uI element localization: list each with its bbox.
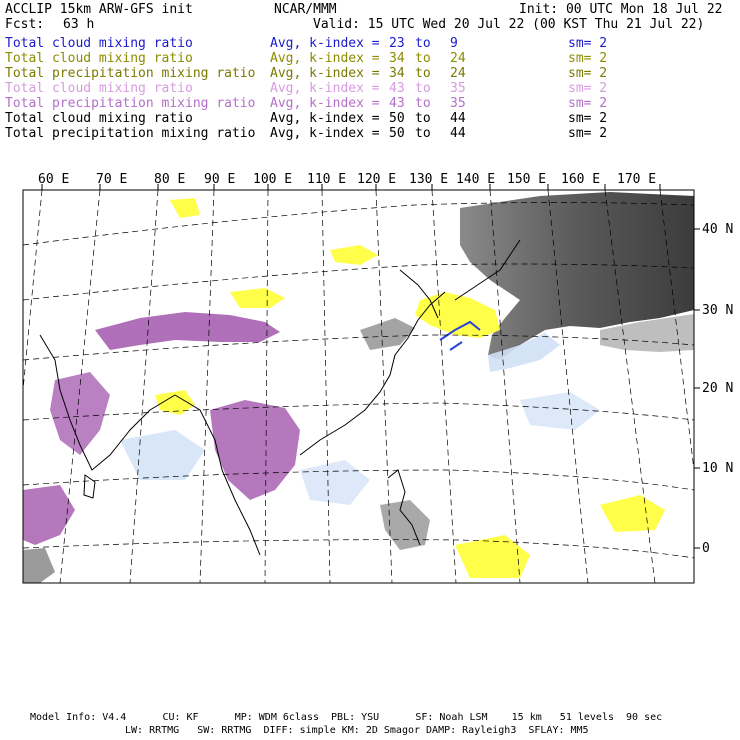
field-k-from: 50 bbox=[389, 111, 405, 126]
field-name: Total cloud mixing ratio bbox=[5, 36, 193, 51]
field-k-to: 24 bbox=[450, 51, 466, 66]
field-avg: Avg, k-index = bbox=[270, 51, 380, 66]
field-sm: sm= 2 bbox=[568, 51, 608, 66]
field-sm: sm= 2 bbox=[568, 36, 608, 51]
field-name: Total precipitation mixing ratio bbox=[5, 66, 256, 81]
field-k-from: 34 bbox=[389, 51, 405, 66]
latitude-label: 40 N bbox=[702, 222, 734, 237]
field-sm: sm= 2 bbox=[568, 111, 608, 126]
field-to: to bbox=[415, 96, 431, 111]
model-info-line2: LW: RRTMG SW: RRTMG DIFF: simple KM: 2D Smagor DAMP: Rayleigh3 SFLAY: MM5 bbox=[125, 725, 589, 736]
right-ticks bbox=[694, 229, 700, 548]
field-to: to bbox=[415, 111, 431, 126]
field-k-from: 43 bbox=[389, 81, 405, 96]
longitude-label: 150 E bbox=[507, 172, 547, 187]
longitude-label: 100 E bbox=[253, 172, 293, 187]
field-to: to bbox=[415, 126, 431, 141]
field-k-to: 9 bbox=[450, 36, 458, 51]
longitude-label: 160 E bbox=[561, 172, 601, 187]
field-k-to: 44 bbox=[450, 126, 466, 141]
field-sm: sm= 2 bbox=[568, 96, 608, 111]
latitude-label: 0 bbox=[702, 541, 710, 556]
longitude-label: 80 E bbox=[154, 172, 186, 187]
field-name: Total cloud mixing ratio bbox=[5, 81, 193, 96]
field-avg: Avg, k-index = bbox=[270, 66, 380, 81]
field-to: to bbox=[415, 81, 431, 96]
field-name: Total precipitation mixing ratio bbox=[5, 126, 256, 141]
field-sm: sm= 2 bbox=[568, 81, 608, 96]
longitude-label: 140 E bbox=[456, 172, 496, 187]
longitude-label: 110 E bbox=[307, 172, 347, 187]
longitude-label: 130 E bbox=[409, 172, 449, 187]
field-to: to bbox=[415, 36, 431, 51]
field-k-to: 24 bbox=[450, 66, 466, 81]
org-label: NCAR/MMM bbox=[274, 2, 337, 17]
init-time: Init: 00 UTC Mon 18 Jul 22 bbox=[519, 2, 723, 17]
fcst-label: Fcst: bbox=[5, 17, 45, 32]
latitude-label: 10 N bbox=[702, 461, 734, 476]
field-k-from: 50 bbox=[389, 126, 405, 141]
field-to: to bbox=[415, 51, 431, 66]
field-to: to bbox=[415, 66, 431, 81]
longitude-label: 90 E bbox=[204, 172, 236, 187]
model-title: ACCLIP 15km ARW-GFS init bbox=[5, 2, 193, 17]
field-name: Total cloud mixing ratio bbox=[5, 51, 193, 66]
field-k-from: 34 bbox=[389, 66, 405, 81]
fcst-value: 63 h bbox=[63, 17, 95, 32]
longitude-label: 70 E bbox=[96, 172, 128, 187]
longitude-label: 120 E bbox=[357, 172, 397, 187]
field-name: Total cloud mixing ratio bbox=[5, 111, 193, 126]
field-avg: Avg, k-index = bbox=[270, 96, 380, 111]
field-avg: Avg, k-index = bbox=[270, 126, 380, 141]
field-k-from: 23 bbox=[389, 36, 405, 51]
longitude-label: 60 E bbox=[38, 172, 70, 187]
field-avg: Avg, k-index = bbox=[270, 81, 380, 96]
field-avg: Avg, k-index = bbox=[270, 111, 380, 126]
field-k-to: 35 bbox=[450, 96, 466, 111]
model-info-line1: Model Info: V4.4 CU: KF MP: WDM 6class PBL: YSU SF: Noah LSM 15 km 51 levels 90 sec bbox=[30, 712, 663, 723]
valid-time: Valid: 15 UTC Wed 20 Jul 22 (00 KST Thu 21 Jul 22) bbox=[313, 17, 705, 32]
field-name: Total precipitation mixing ratio bbox=[5, 96, 256, 111]
latitude-label: 20 N bbox=[702, 381, 734, 396]
field-k-from: 43 bbox=[389, 96, 405, 111]
field-sm: sm= 2 bbox=[568, 126, 608, 141]
field-k-to: 44 bbox=[450, 111, 466, 126]
field-k-to: 35 bbox=[450, 81, 466, 96]
latitude-label: 30 N bbox=[702, 303, 734, 318]
field-sm: sm= 2 bbox=[568, 66, 608, 81]
longitude-label: 170 E bbox=[617, 172, 657, 187]
field-avg: Avg, k-index = bbox=[270, 36, 380, 51]
